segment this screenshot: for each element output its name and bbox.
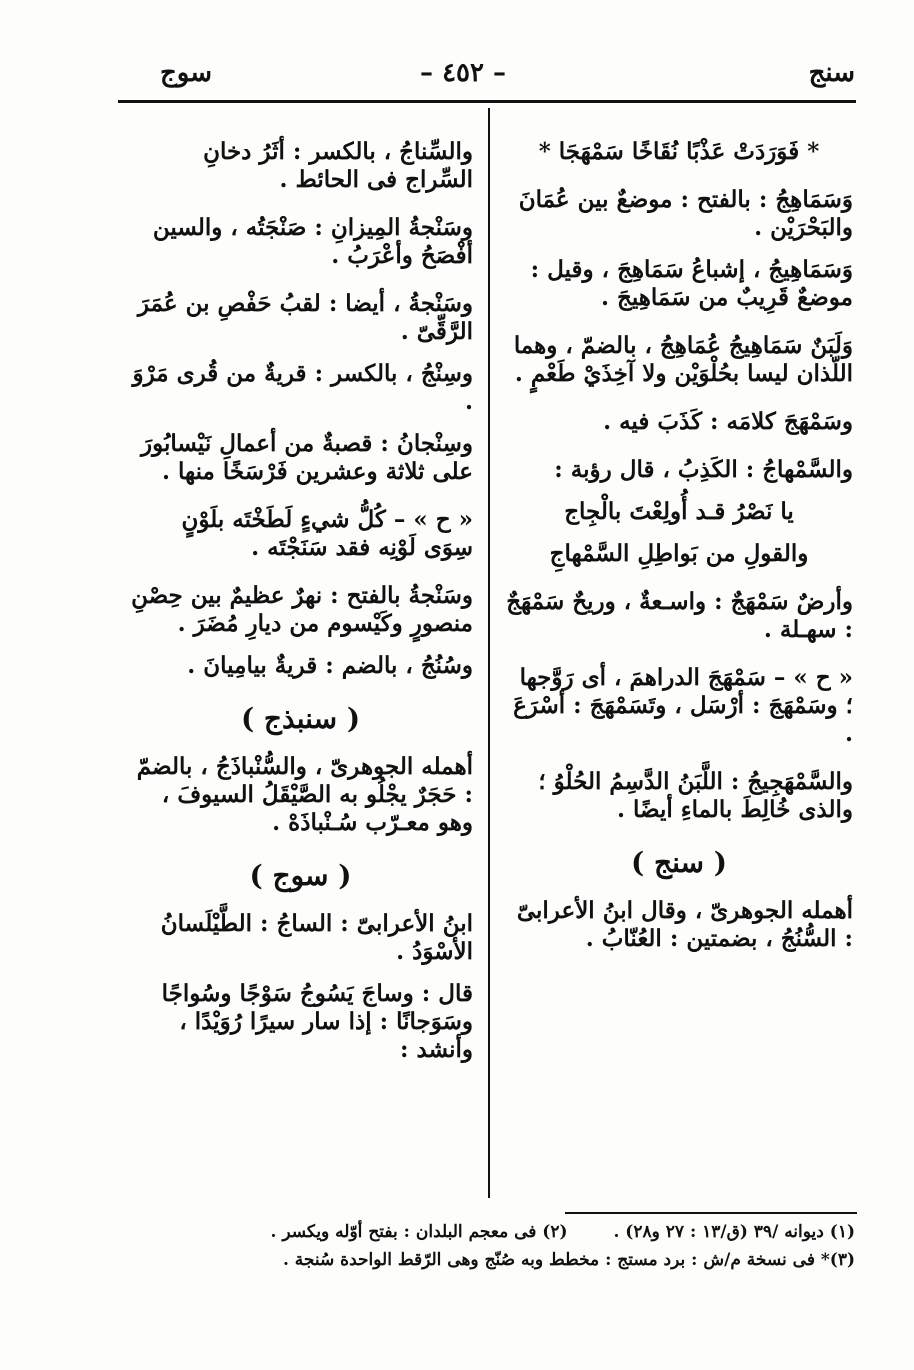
entry-paragraph: وَسَمَاهِيجُ ، إشباعُ سَمَاهِجَ ، وقيل : موضعٌ قَرِيبٌ من سَمَاهِيجَ .	[530, 256, 853, 311]
footnote-3: (٣)* فى نسخة م/ش : برد مستج : مخطط وبه صُنّج وهى الرّقط الواحدة سُنجة .	[282, 1250, 855, 1270]
header-right-word: سنج	[808, 58, 855, 88]
entry-paragraph: والسَّمْهاجُ : الكَذِبُ ، قال رؤبة :	[554, 456, 853, 483]
entry-heading: ( سوج )	[249, 859, 352, 892]
entry-paragraph: « ح » – كُلُّ شيءٍ لَطَخْتَه بلَوْنٍ سِوَى لَوْنِه فقد سَنَجْتَه .	[181, 506, 473, 561]
column-divider	[488, 108, 490, 1198]
verse-line: والقولِ من بَواطِلِ السَّمْهاجِ	[549, 540, 809, 567]
footnotes	[200, 1222, 855, 1278]
entry-paragraph: وسَمْهَجَ كلامَه : كَذَبَ فيه .	[603, 408, 853, 435]
entry-heading: ( سنج )	[631, 846, 727, 879]
entry-paragraph: وسَنْجةُ المِيزانِ : صَنْجَتُه ، والسين أفْصَحُ وأعْرَبُ .	[152, 214, 473, 269]
entry-paragraph: ابنُ الأعرابىّ : الساجُ : الطَّيْلَسانُ الأسْوَدُ .	[160, 910, 473, 965]
entry-paragraph: وسَنْجةُ بالفتح : نهرٌ عظيمٌ بين حِصْنِ منصورٍ وكَيْسوم من ديارِ مُضَرَ .	[131, 582, 473, 637]
header-left-word: سوج	[160, 58, 212, 88]
page-number: – ٤٥٢ –	[420, 58, 507, 88]
right-column	[505, 138, 853, 973]
footnote-row	[200, 1222, 855, 1242]
entry-paragraph: « ح » – سَمْهَجَ الدراهمَ ، أى رَوَّجها ؛ وسَمْهَجَ : أرْسَل ، وتَسَمْهَجَ : أسْرَعَ .	[513, 664, 853, 747]
entry-paragraph: وسَنْجةُ ، أيضا : لقبُ حَفْصِ بن عُمَرَ الرَّقِّىّ .	[137, 290, 473, 345]
entry-paragraph: قال : وساجَ يَسُوجُ سَوْجًا وسُواجًا وسَوَجانًا : إذا سار سيرًا رُوَيْدًا ، وأنشد :	[161, 980, 473, 1063]
entry-paragraph: وسِنْجُ ، بالكسر : قريةٌ من قُرى مَرْوَ .	[132, 360, 473, 415]
entry-paragraph: وسُنُجُ ، بالضم : قريةٌ بيامِيانَ .	[187, 652, 473, 679]
verse-line: يا نَصْرُ قـد أُولِعْتَ بالْجِاج	[564, 498, 794, 525]
entry-paragraph: وأرضٌ سَمْهَجٌ : واسـعةٌ ، وريحٌ سَمْهَجٌ : سهـلة .	[506, 588, 853, 643]
entry-paragraph: والسِّناجُ ، بالكسر : أثَرُ دخانِ السِّراج فى الحائط .	[203, 138, 473, 193]
footnote-2: (٢) فى معجم البلدان : بفتح أوّله ويكسر .	[270, 1222, 568, 1242]
footnote-rule	[565, 1212, 857, 1214]
left-column	[128, 138, 473, 1084]
entry-paragraph: وسِنْجانُ : قصبةٌ من أعمالِ نَيْسابُورَ على ثلاثة وعشرين فَرْسَخًا منها .	[140, 430, 473, 485]
entry-paragraph: * فَوَرَدَتْ عَذْبًا نُقَاخًا سَمْهَجَا *	[538, 138, 820, 165]
entry-paragraph: أهمله الجوهرىّ ، وقال ابنُ الأعرابىّ : السُّنُجُ ، بضمتين : العُنّابُ .	[516, 897, 853, 952]
entry-heading: ( سنبذج )	[240, 702, 361, 735]
page-header	[120, 52, 855, 100]
entry-paragraph: وَسَمَاهِجُ : بالفتح : موضعٌ بين عُمَانَ والبَحْرَيْن .	[518, 186, 853, 241]
header-rule	[118, 100, 856, 103]
entry-paragraph: أهمله الجوهرىّ ، والسُّنْباذَجُ ، بالضمّ : حَجَرٌ يجْلُو به الصَّيْقَلُ السيوفَ ، وهو معـرّب سُـنْباذَهْ .	[136, 753, 473, 836]
entry-paragraph: والسَّمْهَجِيجُ : اللَّبَنُ الدَّسِمُ الحُلْوُ ؛ والذى خُالِطَ بالماءِ أيضًا .	[538, 768, 853, 823]
footnote-1: (١) ديوانه /٣٩ (ق/١٣ : ٢٧ و٢٨) .	[613, 1222, 855, 1242]
entry-paragraph: وَلَبَنٌ سَمَاهِيجُ عُمَاهِجُ ، بالضمّ ، وهما اللّذان ليسا بحُلْوَيْن ولا آخِذَيْ طَعْمٍ .	[513, 332, 853, 387]
